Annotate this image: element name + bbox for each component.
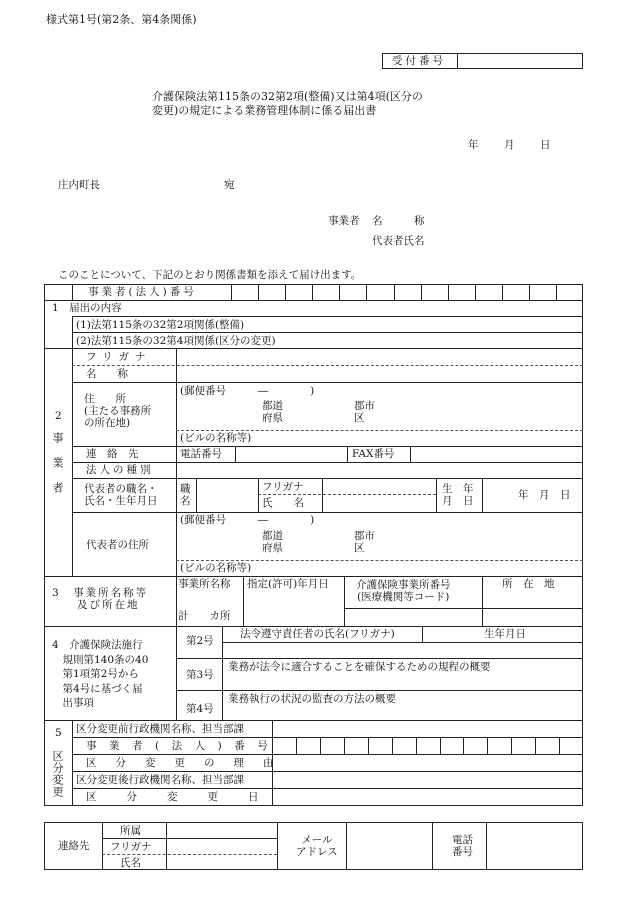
sec5-vertical-label: 区分変更 <box>51 750 64 798</box>
sec2-contact-label: 連 絡 先 <box>86 448 139 460</box>
addressee-suffix: 宛 <box>224 179 235 191</box>
contact-dept-label: 所属 <box>120 825 141 837</box>
sec2-rep-todofuken: 都道 府県 <box>262 530 283 554</box>
sec4-n4: 第4号 <box>186 703 214 715</box>
corp-number-cell-divider <box>344 737 345 754</box>
sec1-title: 1 届出の内容 <box>52 302 122 314</box>
sec2-fax-label: FAX番号 <box>352 448 395 460</box>
sec2-shimei-label: 氏 名 <box>262 497 304 509</box>
corp-number-cell-divider <box>320 737 321 754</box>
sec2-rep-postal: (郵便番号 ― ) <box>180 514 315 526</box>
sec2-rep-address-label: 代表者の住所 <box>86 539 149 551</box>
corp-number-cell-divider <box>475 284 476 300</box>
corp-number-cell-divider <box>296 737 297 754</box>
corp-number-cell-divider <box>394 284 395 300</box>
corp-number-cell-divider <box>511 737 512 754</box>
corp-number-cell-divider <box>312 284 313 300</box>
sec2-rep-gunshi: 郡市 区 <box>354 530 375 554</box>
corp-number-cell-divider <box>416 737 417 754</box>
corp-number-label: 事業者(法人)番号 <box>88 286 197 298</box>
sec3-label: 3 事業所名称等 及び所在地 <box>52 587 149 611</box>
sec2-vertical-label: 事業者 <box>51 432 64 507</box>
contact-furigana-label: フリガナ <box>110 841 152 853</box>
sec2-number: 2 <box>55 410 62 422</box>
receipt-number-label: 受付番号 <box>392 55 446 67</box>
corp-number-cell-divider <box>421 284 422 300</box>
applicant-rep-label: 代表者氏名 <box>372 235 425 247</box>
corp-number-cell-divider <box>535 737 536 754</box>
sec4-birth: 生年月日 <box>484 628 526 640</box>
date-month: 月 <box>504 139 515 151</box>
corp-number-cell-divider <box>366 284 367 300</box>
corp-number-cell-divider <box>440 737 441 754</box>
sec5-row3: 区分変更の理由 <box>86 757 293 769</box>
sec2-todofuken: 都道 府県 <box>262 400 283 424</box>
contact-label: 連絡先 <box>58 840 90 852</box>
sec4-item4: 業務執行の状況の監査の方法の概要 <box>228 693 396 705</box>
form-number: 様式第1号(第2条、第4条関係) <box>46 13 197 26</box>
sec2-birth-ymd: 年 月 日 <box>518 489 571 501</box>
sec3-designation-date: 指定(許可)年月日 <box>247 578 329 590</box>
corp-number-cell-divider <box>487 737 488 754</box>
sec2-address-label: 住 所 (主たる事務所 の所在地) <box>84 393 152 429</box>
applicant-label: 事業者 <box>328 215 360 227</box>
sec3-location: 所 在 地 <box>502 578 555 590</box>
sec2-building: (ビルの名称等) <box>180 432 252 444</box>
sec2-birth-label: 生 年 月 日 <box>442 483 474 507</box>
sec5-row1: 区分変更前行政機関名称、担当部課 <box>76 723 244 735</box>
sec3-office-name: 事業所名称 <box>178 578 231 590</box>
addressee: 庄内町長 <box>58 179 100 191</box>
sec2-corp-type-label: 法人の種別 <box>86 464 154 476</box>
intro-text: このことについて、下記のとおり関係書類を添えて届け出ます。 <box>58 269 362 281</box>
contact-mail-label: メール アドレス <box>296 834 338 858</box>
corp-number-cell-divider <box>556 284 557 300</box>
sec1-option-2: (2)法第115条の32第4項関係(区分の変更) <box>76 335 276 347</box>
corp-number-cell-divider <box>368 737 369 754</box>
sec5-row2: 事業者(法人)番号 <box>86 740 281 752</box>
sec5-row4: 区分変更後行政機関名称、担当部課 <box>76 774 244 786</box>
sec4-item2: 法令遵守責任者の氏名(フリガナ) <box>240 628 395 640</box>
sec3-total: 計 カ所 <box>178 610 231 622</box>
corp-number-cell-divider <box>258 284 259 300</box>
corp-number-cell-divider <box>559 737 560 754</box>
sec2-postal: (郵便番号 ― ) <box>180 385 315 397</box>
corp-number-cell-divider <box>339 284 340 300</box>
sec4-label: 4 介護保険法施行 規則第140条の40 第1項第2号から 第4号に基づく届 出事項 <box>52 639 149 709</box>
sec3-office-number: 介護保険事業所番号 (医療機関等コード) <box>356 579 451 603</box>
sec1-option-1: (1)法第115条の32第2項関係(整備) <box>76 319 245 331</box>
contact-phone-label: 電話 番号 <box>452 834 473 858</box>
sec2-rep-building: (ビルの名称等) <box>180 562 252 574</box>
sec2-name-label: 名 称 <box>86 368 128 380</box>
applicant-name-label: 名 称 <box>372 215 425 227</box>
contact-name-label: 氏名 <box>120 857 141 869</box>
sec2-furigana2-label: フリガナ <box>262 481 304 493</box>
date-day: 日 <box>540 139 551 151</box>
form-title: 介護保険法第115条の32第2項(整備)又は第4項(区分の 変更)の規定による業務管理体制に係る届出書 <box>152 90 423 117</box>
sec4-n2: 第2号 <box>186 635 214 647</box>
corp-number-cell-divider <box>448 284 449 300</box>
corp-number-cell-divider <box>529 284 530 300</box>
date-year: 年 <box>468 139 479 151</box>
sec2-shoku-label: 職 名 <box>180 483 191 507</box>
corp-number-cell-divider <box>463 737 464 754</box>
corp-number-cell-divider <box>392 737 393 754</box>
sec2-gunshi: 郡市 区 <box>354 400 375 424</box>
sec5-row5: 区分変更日 <box>86 791 289 803</box>
sec2-tel-label: 電話番号 <box>180 448 222 460</box>
sec2-rep-title-label: 代表者の職名・ 氏名・生年月日 <box>84 483 158 507</box>
corp-number-cell-divider <box>502 284 503 300</box>
sec2-furigana-label: フリガナ <box>86 351 152 363</box>
sec4-n3: 第3号 <box>186 669 214 681</box>
sec4-item3: 業務が法令に適合することを確保するための規程の概要 <box>228 661 491 673</box>
corp-number-cell-divider <box>285 284 286 300</box>
sec5-number: 5 <box>55 727 62 739</box>
